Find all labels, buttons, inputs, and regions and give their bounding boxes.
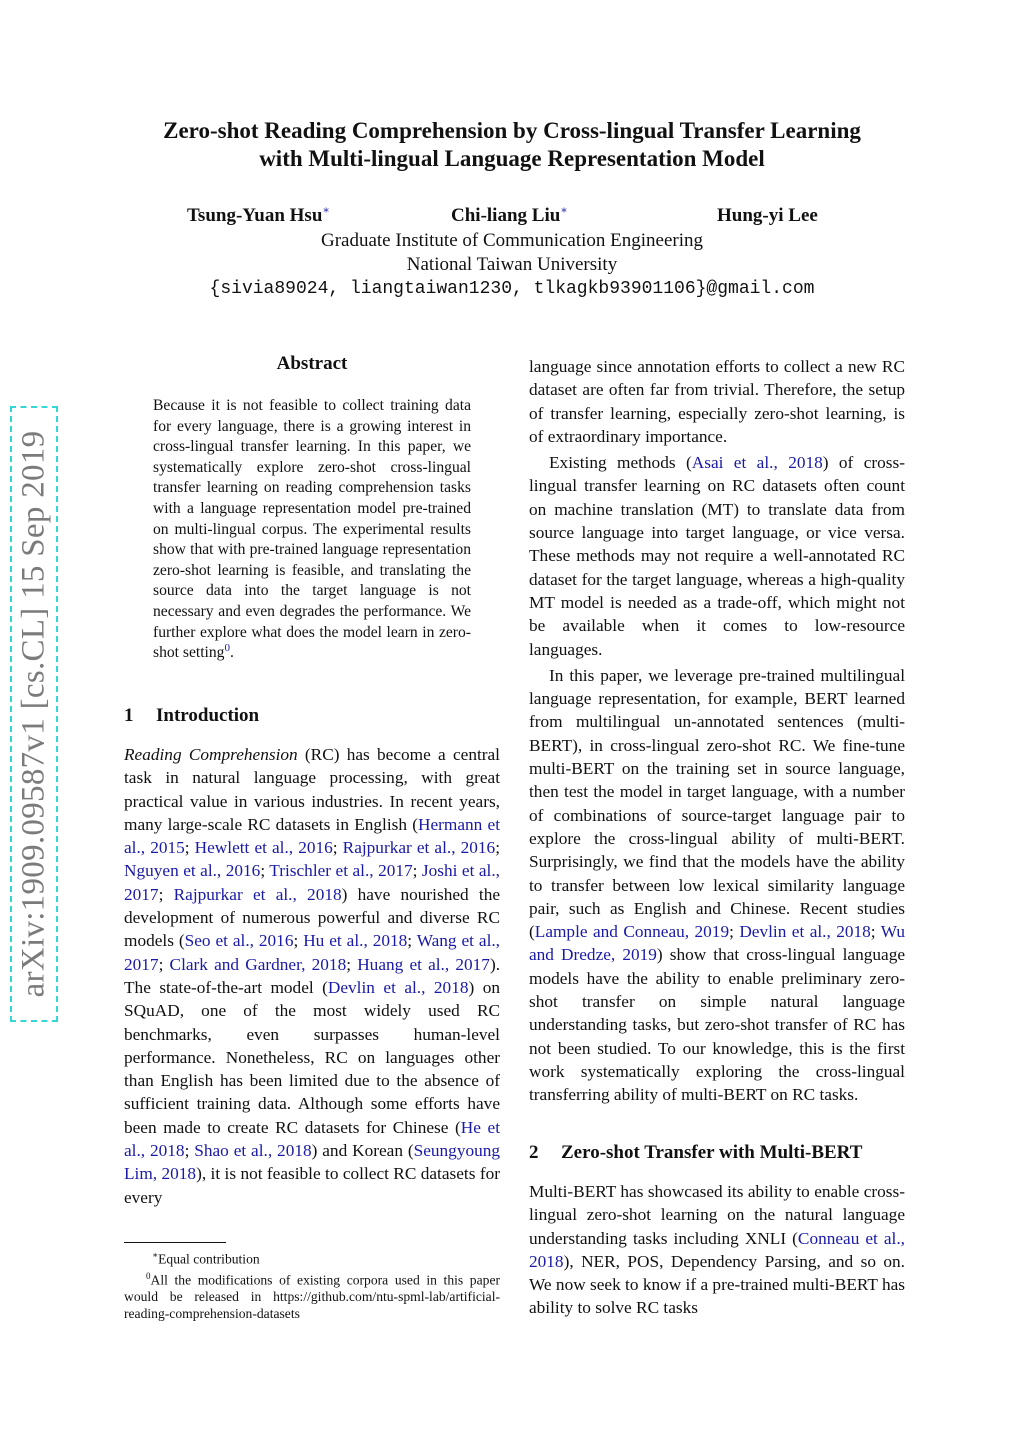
abstract-body: Because it is not feasible to collect training data for every language, there is a growing interest in cross-lingual transfer learning. In this paper, we systematically explore zero-shot cross-lingual transfer learning on reading comprehension tasks with a language representation model pre-trained on multi-lingual corpus. The experimental results show that with pre-trained language representation zero-shot learning is feasible, and translating the source data into the target language is not necessary and even degrades the performance. We further explore what does the model learn in zero-shot setting$^0$. xyxy=(153,397,471,662)
arxiv-stamp[interactable] xyxy=(10,406,58,1022)
affiliation-university: National Taiwan University xyxy=(406,254,618,275)
citation-link[interactable]: Nguyen et al., 2016 xyxy=(124,861,261,881)
citation-link[interactable]: Hewlett et al., 2016 xyxy=(194,838,333,858)
author-3: Hung-yi Lee xyxy=(717,205,818,226)
footnote-rule xyxy=(124,1242,226,1243)
intro-continued-paragraph: language since annotation efforts to collect a new RC dataset are often far from trivial. Therefore, the setup of transfer learning, especially zero-shot learning, is of extraordinary importance. xyxy=(529,357,905,446)
citation-link[interactable]: Seungyoung Lim, 2018 xyxy=(124,1141,501,1184)
existing-methods-paragraph: Existing methods (Asai et al., 2018) of cross-lingual transfer learning on RC datasets often count on machine translation (MT) to translate data from source language into target language, or vice versa. These methods may not require a well-annotated RC dataset for the target language, whereas a high-quality MT model is needed as a trade-off, which might not be available when it comes to low-resource languages. xyxy=(529,453,905,659)
abstract-heading: Abstract xyxy=(276,353,348,374)
author-emails: {sivia89024, liangtaiwan1230, tlkagkb93901106}@gmail.com xyxy=(209,279,815,299)
citation-link[interactable]: Wu and Dredze, 2019 xyxy=(529,922,905,965)
equal-contribution-mark[interactable]: ∗ xyxy=(560,204,568,217)
paper-title-line-2: with Multi-lingual Language Representation Model xyxy=(259,146,765,171)
citation-link[interactable]: Joshi et al., 2017 xyxy=(124,861,500,904)
footnotes: ∗Equal contribution $^0$All the modifications of existing corpora used in this paper would be released in https://github.com/ntu-spml-lab/artificial-reading-comprehension-datasets xyxy=(124,1250,500,1322)
contribution-paragraph: In this paper, we leverage pre-trained multilingual language representation, for example, BERT learned from multilingual un-annotated sentences (multi-BERT), in cross-lingual zero-shot RC. We fine-tune multi-BERT on the training set in source language, then test the model in target language, with a number of combinations of source-target language pair to explore the cross-lingual ability of multi-BERT. Surprisingly, we find that the models have the ability to transfer between low lexical similarity language pair, such as English and Chinese. Recent studies (Lample and Conneau, 2019; Devlin et al., 2018; Wu and Dredze, 2019) show that cross-lingual language models have the ability to enable preliminary zero-shot transfer on simple natural language understanding tasks, but zero-shot transfer of RC has not been studied. To our knowledge, this is the first work systematically exploring the cross-lingual transferring ability of multi-BERT on RC tasks. xyxy=(529,665,905,1105)
intro-paragraph: Reading Comprehension (RC) has become a central task in natural language processing, with great practical value in various industries. In recent years, many large-scale RC datasets in English (Hermann et al., 2015; Hewlett et al., 2016; Rajpurkar et al., 2016; Nguyen et al., 2016; Trischler et al., 2017; Joshi et al., 2017; Rajpurkar et al., 2018) have nourished the development of numerous powerful and diverse RC models (Seo et al., 2016; Hu et al., 2018; Wang et al., 2017; Clark and Gardner, 2018; Huang et al., 2017). The state-of-the-art model (Devlin et al., 2018) on SQuAD, one of the most widely used RC benchmarks, even surpasses human-level performance. Nonetheless, RC on languages other than English has been limited due to the absence of sufficient training data. Although some efforts have been made to create RC datasets for Chinese (He et al., 2018; Shao et al., 2018) and Korean (Seungyoung Lim, 2018), it is not feasible to collect RC datasets for every xyxy=(124,745,501,1207)
equal-contribution-mark[interactable]: ∗ xyxy=(322,204,330,217)
citation-link[interactable]: Wang et al., 2017 xyxy=(124,931,501,974)
citation-link[interactable]: Rajpurkar et al., 2018 xyxy=(173,884,342,904)
citation-link[interactable]: Devlin et al., 2018 xyxy=(327,977,469,997)
affiliation-dept: Graduate Institute of Communication Engineering xyxy=(320,230,703,251)
citation-link[interactable]: Lample and Conneau, 2019 xyxy=(534,922,730,942)
citation-link[interactable]: Clark and Gardner, 2018 xyxy=(169,954,347,974)
citation-link[interactable]: Rajpurkar et al., 2016 xyxy=(342,838,496,858)
footnote-dataset-link[interactable]: All the modifications of existing corpora used in this paper would be released in https://github.com/ntu-spml-lab/artificial-reading-comprehension-datasets xyxy=(124,1272,500,1322)
citation-link[interactable]: Hu et al., 2018 xyxy=(303,931,408,951)
citation-link[interactable]: Trischler et al., 2017 xyxy=(269,861,413,881)
section-heading-introduction: 1 Introduction xyxy=(124,705,260,726)
citation-link[interactable]: Asai et al., 2018 xyxy=(691,453,823,473)
citation-link[interactable]: Huang et al., 2017 xyxy=(357,954,490,974)
author-1: Tsung-Yuan Hsu∗ xyxy=(187,204,330,226)
citation-link[interactable]: Devlin et al., 2018 xyxy=(739,922,871,942)
arxiv-stamp-text: arXiv:1909.09587v1 [cs.CL] 15 Sep 2019 xyxy=(15,430,52,998)
section-heading-multi-bert: 2 Zero-shot Transfer with Multi-BERT xyxy=(529,1142,863,1163)
citation-link[interactable]: He et al., 2018 xyxy=(124,1117,500,1161)
paper-title-line-1: Zero-shot Reading Comprehension by Cross-lingual Transfer Learning xyxy=(163,118,861,143)
citation-link[interactable]: Seo et al., 2016 xyxy=(184,931,294,951)
citation-link[interactable]: Hermann et al., 2015 xyxy=(124,814,501,858)
author-2: Chi-liang Liu∗ xyxy=(451,204,568,226)
citation-link[interactable]: Shao et al., 2018 xyxy=(194,1141,312,1161)
citation-link[interactable]: Conneau et al., 2018 xyxy=(529,1228,906,1271)
footnote-ref[interactable]: 0 xyxy=(224,641,230,654)
section-2-paragraph: Multi-BERT has showcased its ability to enable cross-lingual zero-shot learning on the natural language understanding tasks including XNLI (Conneau et al., 2018), NER, POS, Dependency Parsing, and so on. We now seek to know if a pre-trained multi-BERT has ability to solve RC tasks xyxy=(529,1182,906,1318)
right-column-text xyxy=(529,355,905,1107)
paper-title xyxy=(0,117,1024,173)
